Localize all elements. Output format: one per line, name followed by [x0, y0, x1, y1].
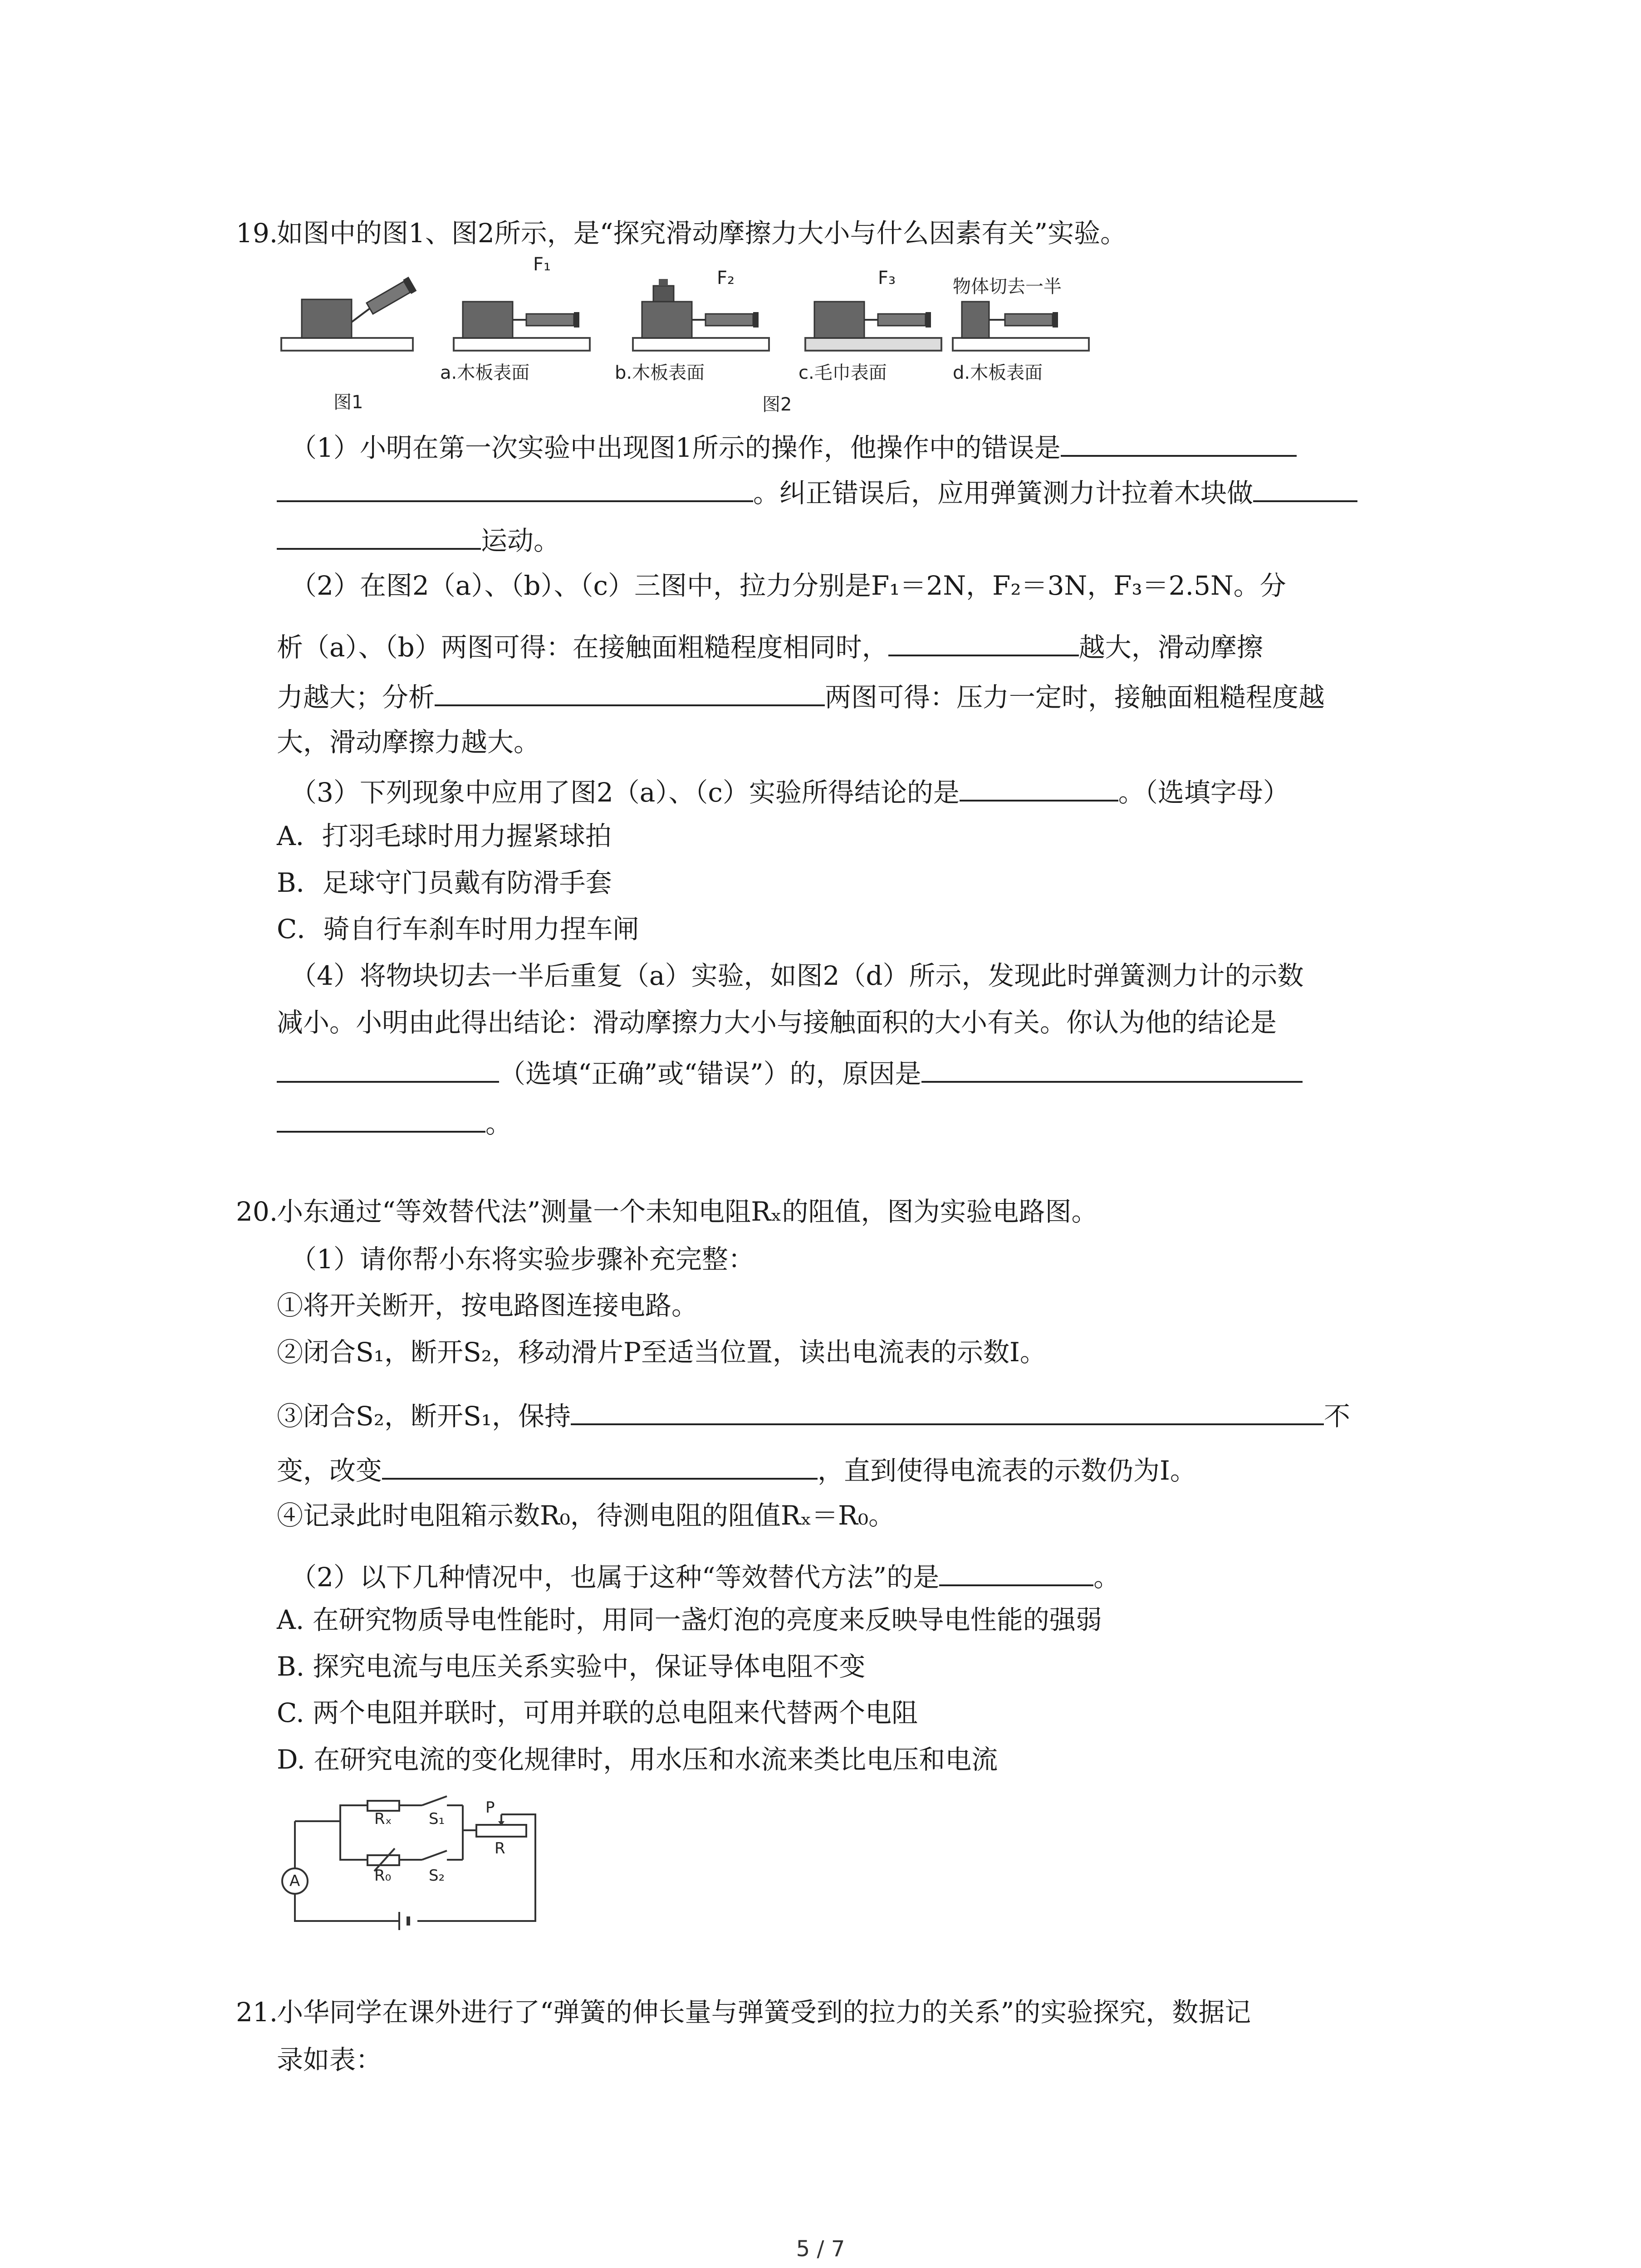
blank-motion-cont[interactable]: [277, 522, 481, 550]
caption-fig2: 图2: [762, 394, 792, 415]
circuit-label-r0: R₀: [374, 1867, 392, 1885]
q20-option-c: C. 两个电阻并联时，可用并联的总电阻来代替两个电阻: [277, 1697, 918, 1728]
circuit-label-s2: S₂: [429, 1867, 445, 1885]
q21-line1: 小华同学在课外进行了“弹簧的伸长量与弹簧受到的拉力的关系”的实验探究，数据记: [277, 1997, 1251, 2028]
circuit-label-r: R: [495, 1839, 505, 1857]
q19-part4-line2: 减小。小明由此得出结论：滑动摩擦力大小与接触面积的大小有关。你认为他的结论是: [277, 1007, 1277, 1038]
blank-motion[interactable]: [1253, 474, 1357, 502]
blank-figs[interactable]: [435, 678, 825, 706]
q20-step1: ①将开关断开，按电路图连接电路。: [277, 1290, 698, 1321]
blank-error[interactable]: [1061, 429, 1297, 457]
blank-pressure[interactable]: [888, 628, 1079, 656]
circuit-svg: [272, 1785, 563, 1935]
q20-option-d: D. 在研究电流的变化规律时，用水压和水流来类比电压和电流: [277, 1744, 998, 1775]
q19-part1-line1: （1）小明在第一次实验中出现图1所示的操作，他操作中的错误是: [290, 429, 1297, 464]
q20-step3-line1: ③闭合S₂，断开S₁，保持 不: [277, 1397, 1350, 1432]
caption-c: c.毛巾表面: [798, 362, 887, 383]
q19-part4-line3: （选填“正确”或“错误”）的，原因是: [277, 1055, 1303, 1090]
blank-reason[interactable]: [921, 1055, 1303, 1083]
question-number-20: 20.: [236, 1196, 278, 1227]
blank-reason-cont[interactable]: [277, 1105, 485, 1133]
circuit-label-s1: S₁: [429, 1810, 445, 1828]
q19-figure: [272, 254, 1134, 426]
q19-intro: 如图中的图1、图2所示，是“探究滑动摩擦力大小与什么因素有关”实验。: [277, 218, 1127, 249]
question-number-21: 21.: [236, 1997, 278, 2028]
fig2-a-setup: [454, 302, 590, 351]
blank-choice-19-3[interactable]: [960, 773, 1118, 802]
force-label-f1: F₁: [533, 254, 551, 275]
q21-line2: 录如表：: [277, 2044, 382, 2075]
q20-step4: ④记录此时电阻箱示数R₀，待测电阻的阻值Rₓ＝R₀。: [277, 1500, 895, 1531]
caption-b: b.木板表面: [615, 362, 705, 383]
half-label: 物体切去一半: [953, 276, 1062, 297]
q19-part4-line4: 。: [277, 1105, 512, 1140]
q20-part1: （1）请你帮小东将实验步骤补充完整：: [290, 1244, 754, 1275]
fig2-c-setup: [805, 302, 941, 351]
q19-option-b: B．足球守门员戴有防滑手套: [277, 867, 612, 898]
fig1-setup: [281, 277, 416, 351]
fig2-d-setup: [953, 302, 1089, 351]
q19-part2-line3: 力越大；分析 两图可得：压力一定时，接触面粗糙程度越: [277, 678, 1325, 714]
caption-d: d.木板表面: [953, 362, 1043, 383]
q19-part1-line3: 运动。: [277, 522, 560, 557]
blank-correct-wrong[interactable]: [277, 1055, 499, 1083]
q19-option-c: C．骑自行车刹车时用力捏车闸: [277, 914, 639, 944]
q19-part4-line1: （4）将物块切去一半后重复（a）实验，如图2（d）所示，发现此时弹簧测力计的示数: [290, 960, 1304, 991]
q20-option-a: A. 在研究物质导电性能时，用同一盏灯泡的亮度来反映导电性能的强弱: [277, 1604, 1102, 1635]
q19-part1-line2: 。纠正错误后，应用弹簧测力计拉着木块做: [277, 474, 1357, 509]
q19-option-a: A．打羽毛球时用力握紧球拍: [277, 821, 612, 851]
blank-error-cont[interactable]: [277, 474, 753, 502]
blank-change[interactable]: [382, 1452, 818, 1480]
q19-part2-line4: 大，滑动摩擦力越大。: [277, 727, 540, 758]
caption-fig1: 图1: [333, 392, 363, 413]
force-label-f2: F₂: [717, 268, 735, 288]
q20-option-b: B. 探究电流与电压关系实验中，保证导体电阻不变: [277, 1651, 866, 1682]
ammeter-label: A: [289, 1872, 300, 1890]
q19-part3: （3）下列现象中应用了图2（a）、（c）实验所得结论的是 。（选填字母）: [290, 773, 1289, 809]
q20-part2: （2）以下几种情况中，也属于这种“等效替代方法”的是 。: [290, 1558, 1120, 1593]
q19-part2-line2: 析（a）、（b）两图可得：在接触面粗糙程度相同时， 越大，滑动摩擦: [277, 628, 1263, 664]
q19-part2-line1: （2）在图2（a）、（b）、（c）三图中，拉力分别是F₁＝2N，F₂＝3N，F₃＝2.5N。分: [290, 570, 1286, 601]
question-number-19: 19.: [236, 218, 278, 249]
page-number: 5 / 7: [796, 2236, 845, 2262]
q20-intro: 小东通过“等效替代法”测量一个未知电阻Rₓ的阻值，图为实验电路图。: [277, 1196, 1098, 1227]
force-label-f3: F₃: [878, 268, 896, 288]
blank-choice-20-2[interactable]: [939, 1558, 1093, 1586]
fig2-b-setup: [633, 279, 769, 351]
q20-step3-line2: 变，改变 ，直到使得电流表的示数仍为I。: [277, 1452, 1196, 1487]
blank-keep[interactable]: [571, 1397, 1324, 1425]
circuit-diagram: [272, 1785, 563, 1935]
q20-step2: ②闭合S₁，断开S₂，移动滑片P至适当位置，读出电流表的示数I。: [277, 1337, 1046, 1368]
caption-a: a.木板表面: [440, 362, 530, 383]
circuit-label-rx: Rₓ: [374, 1810, 392, 1828]
circuit-label-p: P: [485, 1799, 495, 1817]
